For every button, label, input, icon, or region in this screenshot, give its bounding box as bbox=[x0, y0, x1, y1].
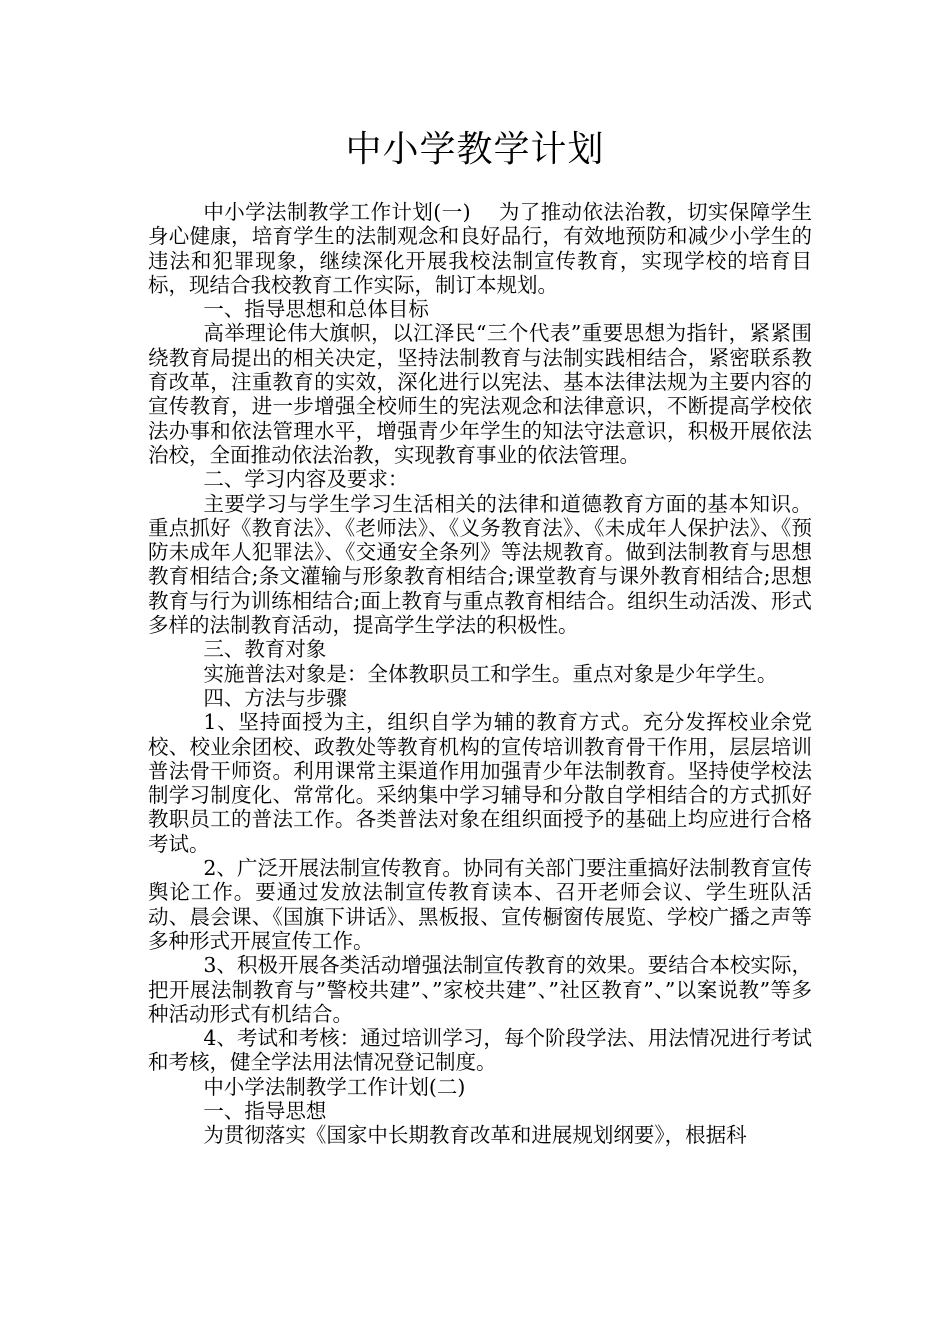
paragraph: 4、考试和考核：通过培训学习，每个阶段学法、用法情况进行考试和考核，健全学法用法情况登记制度。 bbox=[148, 1026, 812, 1075]
section-heading: 三、教育对象 bbox=[203, 637, 327, 662]
section-heading: 中小学法制教学工作计划(二) bbox=[203, 1074, 466, 1099]
paragraph: 3、积极开展各类活动增强法制宣传教育的效果。要结合本校实际，把开展法制教育与”警校共建”、”家校共建”、”社区教育”、”以案说教”等多种活动形式有机结合。 bbox=[148, 953, 812, 1026]
section-heading: 一、指导思想 bbox=[203, 1098, 327, 1123]
section-heading: 一、指导思想和总体目标 bbox=[203, 297, 429, 322]
paragraph: 1、坚持面授为主，组织自学为辅的教育方式。充分发挥校业余党校、校业余团校、政教处等教育机构的宣传培训教育骨干作用，层层培训普法骨干师资。利用课常主渠道作用加强青少年法制教育。坚持使学校法制学习制度化、常常化。采纳集中学习辅导和分散自学相结合的方式抓好教职员工的普法工作。各类普法对象在组织面授予的基础上均应进行合格考试。 bbox=[148, 710, 812, 856]
paragraph: 2、广泛开展法制宣传教育。协同有关部门要注重搞好法制教育宣传舆论工作。要通过发放法制宣传教育读本、召开老师会议、学生班队活动、晨会课、《国旗下讲话》、黑板报、宣传橱窗传展览、学校广播之声等多种形式开展宣传工作。 bbox=[148, 856, 812, 953]
document-title: 中小学教学计划 bbox=[345, 129, 605, 170]
paragraph: 实施普法对象是：全体教职员工和学生。重点对象是少年学生。 bbox=[203, 661, 778, 686]
paragraph: 主要学习与学生学习生活相关的法律和道德教育方面的基本知识。重点抓好《教育法》、《老师法》、《义务教育法》、《未成年人保护法》、《预防未成年人犯罪法》、《交通安全条列》等法规教育。做到法制教育与思想教育相结合;条文灌输与形象教育相结合;课堂教育与课外教育相结合;思想教育与行为训练相结合;面上教育与重点教育相结合。组织生动活泼、形式多样的法制教育活动，提高学生学法的积极性。 bbox=[148, 491, 812, 638]
section-heading: 二、学习内容及要求： bbox=[203, 467, 409, 492]
document-body bbox=[148, 200, 812, 1148]
paragraph: 中小学法制教学工作计划(一) 为了推动依法治教，切实保障学生身心健康，培育学生的法制观念和良好品行，有效地预防和减少小学生的违法和犯罪现象，继续深化开展我校法制宣传教育，实现学校的培育目标，现结合我校教育工作实际，制订本规划。 bbox=[148, 200, 812, 297]
paragraph: 为贯彻落实《国家中长期教育改革和进展规划纲要》，根据科 bbox=[203, 1123, 747, 1148]
paragraph: 高举理论伟大旗帜，以江泽民“三个代表”重要思想为指针，紧紧围绕教育局提出的相关决定，坚持法制教育与法制实践相结合，紧密联系教育改革，注重教育的实效，深化进行以宪法、基本法律法规为主要内容的宣传教育，进一步增强全校师生的宪法观念和法律意识，不断提高学校依法办事和依法管理水平，增强青少年学生的知法守法意识，积极开展依法治校，全面推动依法治教，实现教育事业的依法管理。 bbox=[148, 321, 812, 467]
section-heading: 四、方法与步骤 bbox=[203, 685, 347, 710]
